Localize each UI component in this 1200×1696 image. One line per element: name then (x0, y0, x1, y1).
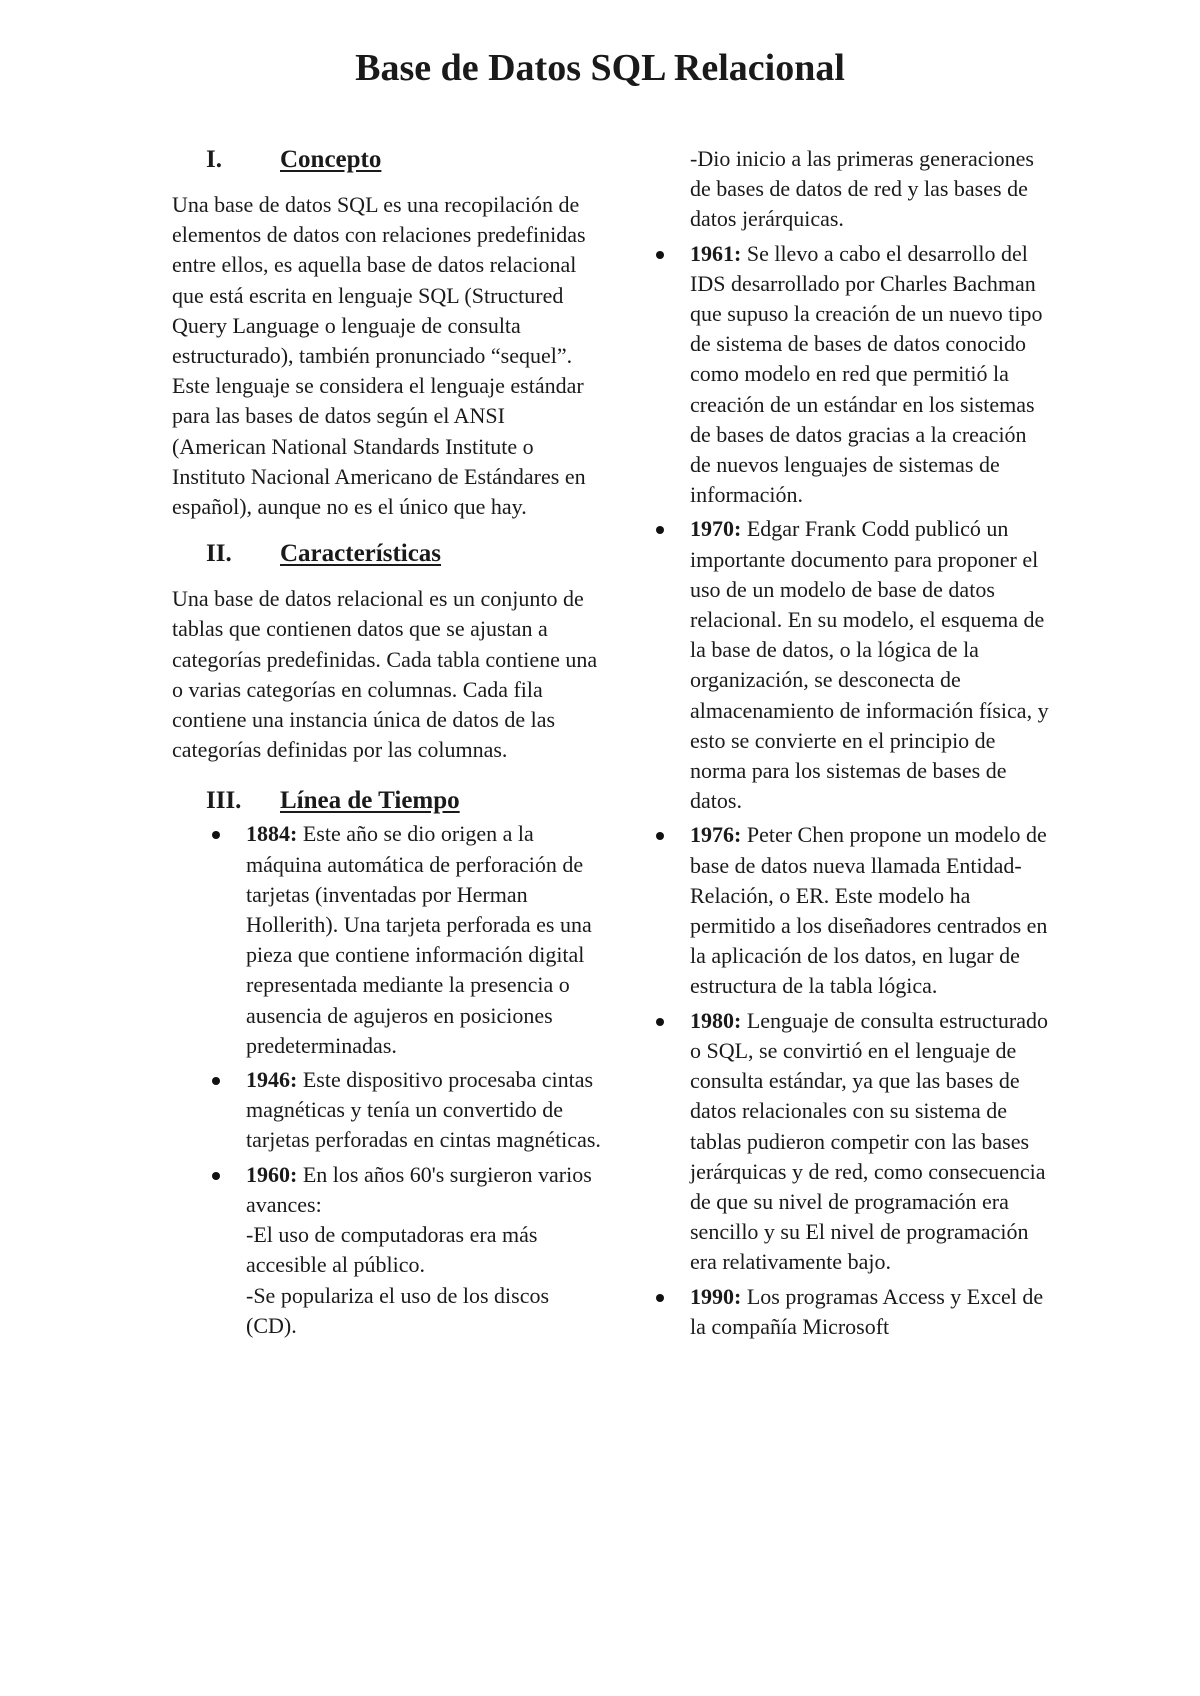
page-title: Base de Datos SQL Relacional (355, 47, 845, 89)
timeline-subline: -El uso de computadoras era más accesible al público. (246, 1222, 538, 1278)
section-heading-caracteristicas (172, 538, 602, 570)
timeline-item-1946 (172, 1065, 602, 1156)
timeline-year: 1884: (246, 821, 298, 847)
timeline-year: 1980: (690, 1007, 742, 1033)
timeline-item-1960 (172, 1160, 602, 1341)
timeline-item-1884 (172, 819, 602, 1061)
section-body-caracteristicas: Una base de datos relacional es un conjunto de tablas que contienen datos que se ajustan a categorías predefinidas. Cada tabla contiene una o varias categorías en columnas. Cada fila contiene una instancia única de datos de las categorías definidas por las columnas. (172, 586, 598, 763)
section-numeral: I. (206, 146, 222, 173)
timeline-text: Se llevo a cabo el desarrollo del IDS desarrollado por Charles Bachman que supuso la creación de un nuevo tipo de sistema de bases de datos conocido como modelo en red que permitió la creación de un estándar en los sistemas de bases de datos gracias a la creación de nuevos lenguajes de sistemas de información. (690, 240, 1043, 508)
bullet-icon (212, 831, 220, 839)
section-numeral: III. (206, 787, 242, 815)
section-body-concepto: Una base de datos SQL es una recopilación de elementos de datos con relaciones predefinidas entre ellos, es aquella base de datos relacional que está escrita en lenguaje SQL (Structured Query Language o lenguaje de consulta estructurado), también pronunciado “sequel”. Este lenguaje se considera el lenguaje estándar para las bases de datos según el ANSI (American National Standards Institute o Instituto Nacional Americano de Estándares en español), aunque no es el único que hay. (172, 192, 586, 520)
timeline-year: 1960: (246, 1161, 298, 1187)
timeline-item-1980 (652, 1006, 1052, 1278)
timeline-year: 1970: (690, 516, 742, 542)
left-column (172, 144, 602, 1345)
timeline-item-1990 (652, 1282, 1052, 1342)
timeline-year: 1946: (246, 1067, 298, 1093)
section-title: Línea de Tiempo (280, 787, 460, 815)
bullet-icon (656, 526, 664, 534)
bullet-icon (656, 832, 664, 840)
bullet-icon (212, 1172, 220, 1180)
timeline-item-1970 (652, 514, 1052, 816)
timeline-list-right (652, 239, 1052, 1342)
timeline-year: 1990: (690, 1283, 742, 1309)
section-title: Características (280, 540, 442, 568)
timeline-year: 1976: (690, 822, 742, 848)
timeline-item-1976 (652, 820, 1052, 1001)
bullet-icon (212, 1077, 220, 1085)
timeline-continued-1960: -Dio inicio a las primeras generaciones de bases de datos de red y las bases de datos jerárquicas. (690, 146, 1034, 232)
timeline-item-1961 (652, 239, 1052, 511)
section-numeral: II. (206, 540, 232, 568)
timeline-subline: -Se populariza el uso de los discos (CD). (246, 1282, 550, 1338)
section-heading-linea-de-tiempo (172, 785, 602, 817)
bullet-icon (656, 1018, 664, 1026)
timeline-list-left (172, 819, 602, 1340)
bullet-icon (656, 1294, 664, 1302)
right-column (652, 144, 1052, 1346)
timeline-text: Este año se dio origen a la máquina automática de perforación de tarjetas (inventadas por Herman Hollerith). Una tarjeta perforada es una pieza que contiene información digital representada mediante la presencia o ausencia de agujeros en posiciones predeterminadas. (246, 821, 592, 1058)
timeline-text: Peter Chen propone un modelo de base de datos nueva llamada Entidad-Relación, o ER. Este modelo ha permitido a los diseñadores centrados en la aplicación de los datos, en lugar de estructura de la tabla lógica. (690, 822, 1048, 999)
timeline-text: En los años 60's surgieron varios avances: (246, 1161, 592, 1217)
timeline-text: Lenguaje de consulta estructurado o SQL, se convirtió en el lenguaje de consulta estándar, ya que las bases de datos relacionales con su sistema de tablas pudieron competir con las bases jerárquicas y de red, como consecuencia de que su nivel de programación era sencillo y su El nivel de programación era relativamente bajo. (690, 1007, 1048, 1275)
timeline-text: Este dispositivo procesaba cintas magnéticas y tenía un convertido de tarjetas perforadas en cintas magnéticas. (246, 1067, 601, 1153)
section-heading-concepto (172, 144, 602, 176)
section-title: Concepto (280, 146, 382, 173)
timeline-year: 1961: (690, 240, 742, 266)
timeline-text: Los programas Access y Excel de la compañía Microsoft (690, 1283, 1044, 1339)
bullet-icon (656, 251, 664, 259)
timeline-text: Edgar Frank Codd publicó un importante documento para proponer el uso de un modelo de base de datos relacional. En su modelo, el esquema de la base de datos, o la lógica de la organización, se desconecta de almacenamiento de información física, y esto se convierte en el principio de norma para los sistemas de bases de datos. (690, 516, 1049, 814)
